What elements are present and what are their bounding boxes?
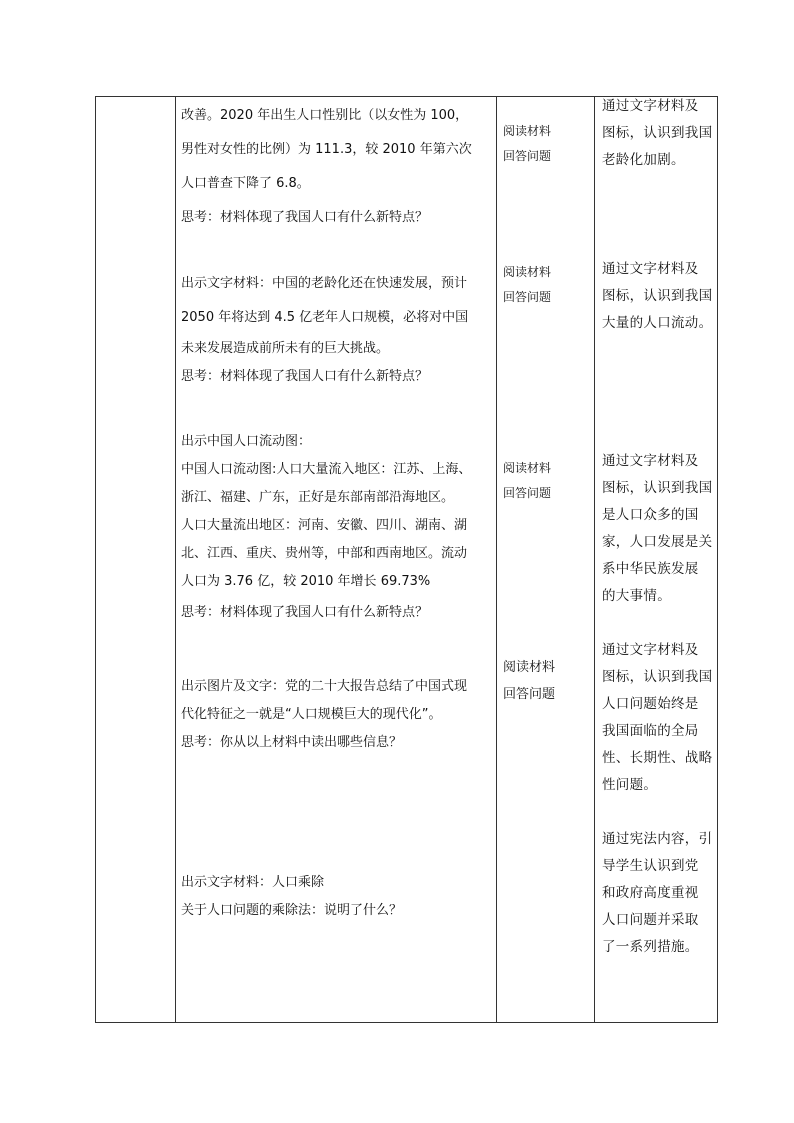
intent-line: 通过文字材料及 [602, 453, 699, 469]
content-line: 中国人口流动图:人口大量流入地区：江苏、上海、 [181, 462, 472, 477]
intent-line: 性、长期性、战略 [602, 750, 713, 766]
content-line: 关于人口问题的乘除法：说明了什么？ [181, 903, 403, 918]
question-line: 思考：材料体现了我国人口有什么新特点？ [181, 369, 429, 384]
activity-line: 阅读材料 [503, 461, 552, 475]
content-block-population-division [181, 869, 491, 925]
activity-cell [503, 456, 588, 506]
content-line: 出示图片及文字：党的二十大报告总结了中国式现 [181, 679, 468, 694]
intent-line: 人口问题始终是 [602, 696, 699, 712]
intent-line: 和政府高度重视 [602, 885, 699, 901]
intent-line: 家，人口发展是关 [602, 534, 713, 550]
content-block-sex-ratio [181, 99, 491, 235]
intent-cell [602, 256, 714, 337]
activity-line: 回答问题 [503, 290, 552, 304]
intent-line: 大量的人口流动。 [602, 315, 713, 331]
activity-line: 回答问题 [503, 149, 552, 163]
content-block-migration [181, 428, 491, 630]
column-divider [496, 97, 497, 1022]
question-line: 思考：材料体现了我国人口有什么新特点？ [181, 605, 429, 620]
content-line: 浙江、福建、广东，正好是东部南部沿海地区。 [181, 490, 455, 505]
question-line: 思考：材料体现了我国人口有什么新特点？ [181, 210, 429, 225]
content-line: 北、江西、重庆、贵州等，中部和西南地区。流动 [181, 546, 468, 561]
column-divider [594, 97, 595, 1022]
content-line: 出示中国人口流动图： [181, 434, 312, 449]
intent-line: 人口问题并采取 [602, 912, 699, 928]
question-line: 思考：你从以上材料中读出哪些信息？ [181, 735, 403, 750]
intent-cell [602, 637, 714, 799]
intent-line: 了一系列措施。 [602, 939, 699, 955]
content-line: 改善。2020 年出生人口性别比（以女性为 100， [181, 108, 469, 123]
activity-line: 回答问题 [503, 687, 556, 702]
intent-cell [602, 448, 714, 610]
activity-cell [503, 654, 588, 708]
activity-cell [503, 260, 588, 310]
intent-line: 图标，认识到我国 [602, 125, 713, 141]
intent-line: 的大事情。 [602, 588, 671, 604]
intent-line: 图标，认识到我国 [602, 480, 713, 496]
activity-line: 阅读材料 [503, 265, 552, 279]
activity-cell [503, 119, 588, 169]
activity-line: 回答问题 [503, 486, 552, 500]
intent-line: 导学生认识到党 [602, 858, 699, 874]
intent-line: 图标，认识到我国 [602, 288, 713, 304]
content-line: 代化特征之一就是“人口规模巨大的现代化”。 [181, 707, 442, 722]
content-block-modernization [181, 673, 491, 757]
intent-line: 通过文字材料及 [602, 261, 699, 277]
content-line: 2050 年将达到 4.5 亿老年人口规模，必将对中国 [181, 310, 469, 325]
content-line: 人口大量流出地区：河南、安徽、四川、湖南、湖 [181, 518, 468, 533]
content-line: 人口为 3.76 亿，较 2010 年增长 69.73% [181, 574, 431, 589]
intent-line: 通过文字材料及 [602, 642, 699, 658]
column-divider [175, 97, 176, 1022]
content-line: 男性对女性的比例）为 111.3，较 2010 年第六次 [181, 142, 472, 157]
content-block-aging [181, 267, 491, 391]
content-line: 出示文字材料：中国的老龄化还在快速发展，预计 [181, 276, 468, 291]
intent-cell [602, 93, 714, 174]
activity-line: 阅读材料 [503, 660, 556, 675]
intent-line: 图标，认识到我国 [602, 669, 713, 685]
intent-line: 是人口众多的国 [602, 507, 699, 523]
intent-line: 通过文字材料及 [602, 98, 699, 114]
lesson-table [95, 96, 718, 1023]
activity-line: 阅读材料 [503, 124, 552, 138]
content-line: 出示文字材料：人口乘除 [181, 875, 325, 890]
intent-line: 老龄化加剧。 [602, 152, 685, 168]
content-line: 人口普查下降了 6.8。 [181, 176, 310, 191]
intent-line: 性问题。 [602, 777, 658, 793]
intent-line: 我国面临的全局 [602, 723, 699, 739]
intent-cell [602, 826, 714, 961]
intent-line: 系中华民族发展 [602, 561, 699, 577]
content-line: 未来发展造成前所未有的巨大挑战。 [181, 341, 390, 356]
intent-line: 通过宪法内容，引 [602, 831, 713, 847]
